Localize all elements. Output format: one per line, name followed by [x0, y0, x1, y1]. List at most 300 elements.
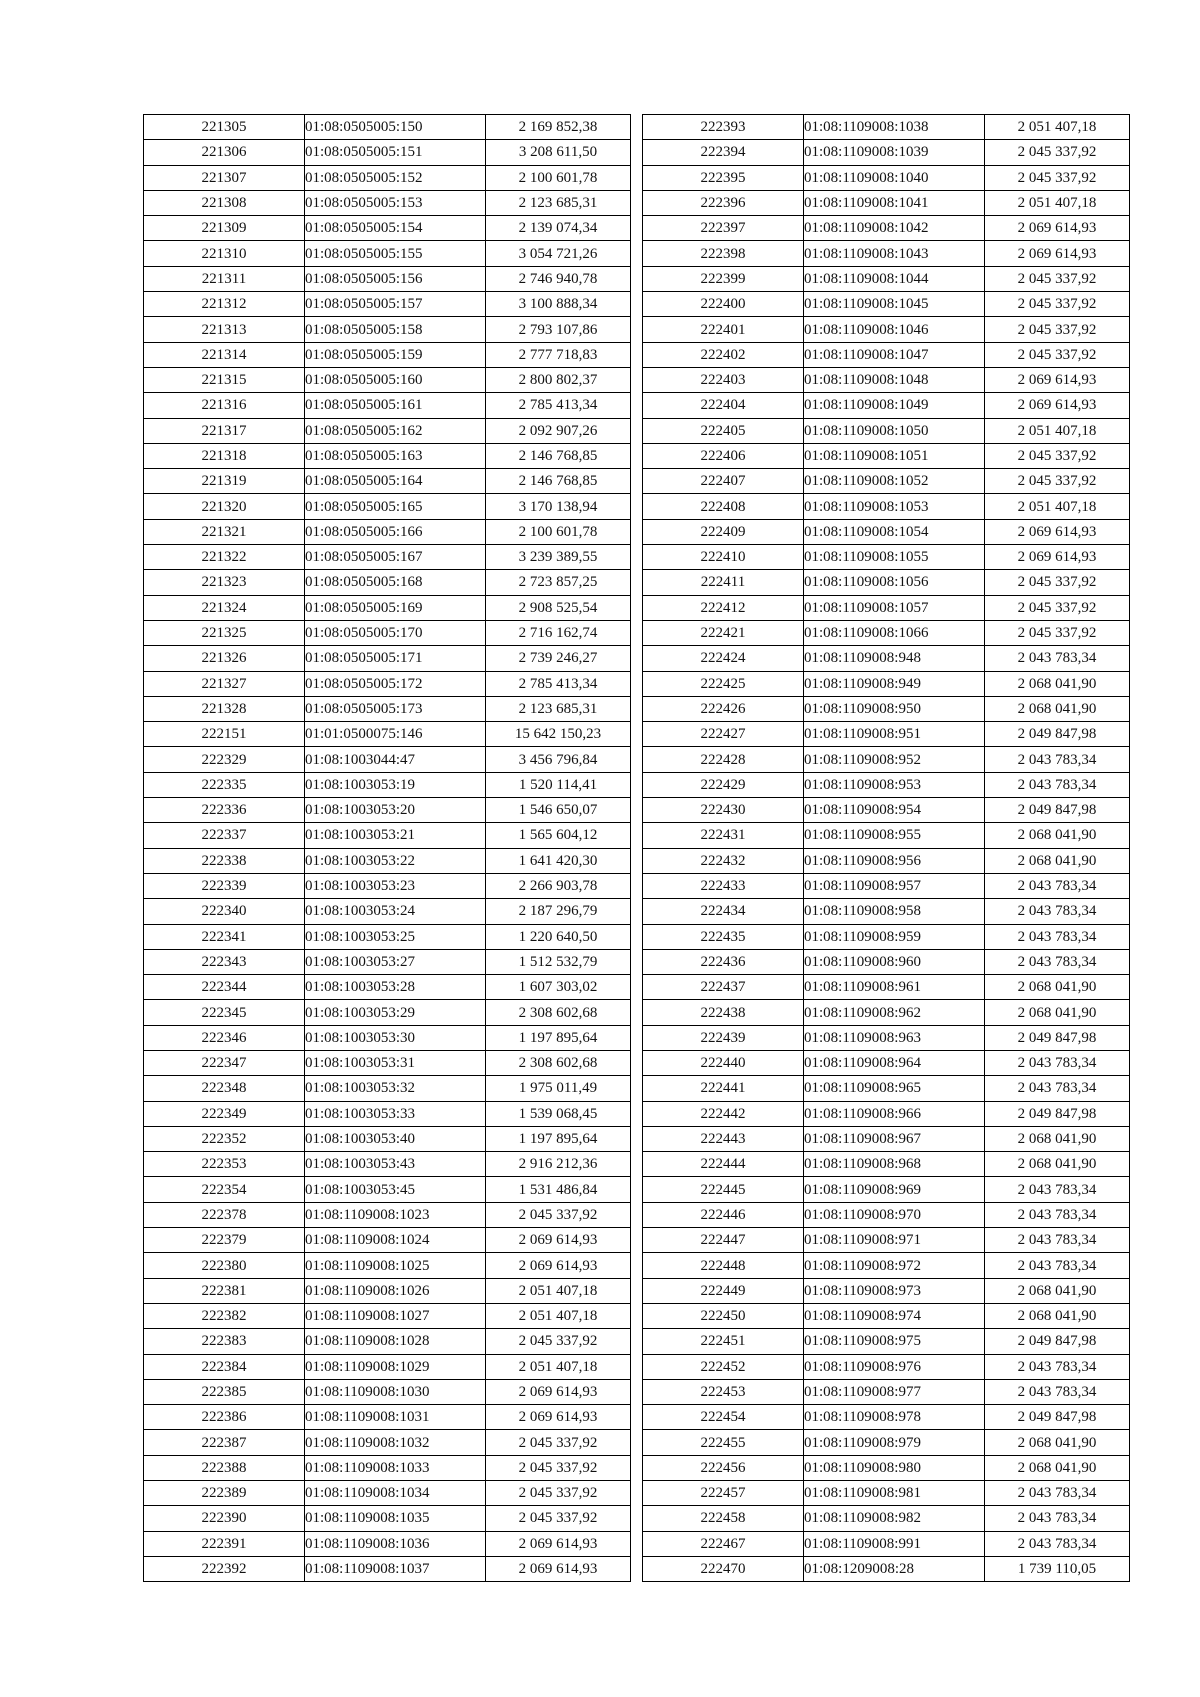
- table-row: [643, 899, 1130, 924]
- cadastral-number-cell: 01:08:1109008:964: [804, 1050, 985, 1075]
- cadastral-number-cell: 01:08:1109008:1054: [804, 519, 985, 544]
- cadastral-number-cell: 01:08:0505005:171: [305, 646, 486, 671]
- cadastral-number-cell: 01:08:1109008:1035: [305, 1506, 486, 1531]
- cadastral-number-cell: 01:08:0505005:155: [305, 241, 486, 266]
- value-cell: 2 800 802,37: [486, 367, 631, 392]
- cadastral-number-cell: 01:08:1109008:1032: [305, 1430, 486, 1455]
- table-row: [643, 393, 1130, 418]
- value-cell: 2 777 718,83: [486, 342, 631, 367]
- value-cell: 2 069 614,93: [985, 393, 1130, 418]
- value-cell: 2 043 783,34: [985, 646, 1130, 671]
- value-cell: 2 308 602,68: [486, 1050, 631, 1075]
- cadastral-number-cell: 01:08:1109008:1044: [804, 266, 985, 291]
- cadastral-number-cell: 01:08:1109008:1053: [804, 494, 985, 519]
- value-cell: 2 043 783,34: [985, 1253, 1130, 1278]
- cadastral-number-cell: 01:08:1109008:966: [804, 1101, 985, 1126]
- cadastral-number-cell: 01:08:1109008:978: [804, 1405, 985, 1430]
- value-cell: 2 043 783,34: [985, 1506, 1130, 1531]
- value-cell: 2 069 614,93: [486, 1531, 631, 1556]
- value-cell: 2 266 903,78: [486, 873, 631, 898]
- cadastral-number-cell: 01:08:0505005:165: [305, 494, 486, 519]
- value-cell: 2 049 847,98: [985, 798, 1130, 823]
- value-cell: 2 068 041,90: [985, 671, 1130, 696]
- cadastral-number-cell: 01:08:1109008:959: [804, 924, 985, 949]
- cadastral-number-cell: 01:08:1003053:24: [305, 899, 486, 924]
- table-row: [144, 1126, 631, 1151]
- value-cell: 2 051 407,18: [486, 1354, 631, 1379]
- value-cell: 2 045 337,92: [985, 292, 1130, 317]
- object-id-cell: 222338: [144, 848, 305, 873]
- table-row: [144, 1152, 631, 1177]
- cadastral-number-cell: 01:08:1109008:951: [804, 722, 985, 747]
- value-cell: 2 043 783,34: [985, 1050, 1130, 1075]
- table-row: [643, 772, 1130, 797]
- value-cell: 2 308 602,68: [486, 1000, 631, 1025]
- value-cell: 1 531 486,84: [486, 1177, 631, 1202]
- object-id-cell: 221308: [144, 190, 305, 215]
- cadastral-number-cell: 01:08:1209008:28: [804, 1556, 985, 1581]
- cadastral-number-cell: 01:08:1109008:1027: [305, 1303, 486, 1328]
- cadastral-number-cell: 01:08:1109008:948: [804, 646, 985, 671]
- value-cell: 2 045 337,92: [985, 140, 1130, 165]
- object-id-cell: 222439: [643, 1025, 804, 1050]
- value-cell: 2 051 407,18: [985, 115, 1130, 140]
- table-row: [643, 1303, 1130, 1328]
- table-row: [144, 1076, 631, 1101]
- cadastral-number-cell: 01:08:1003053:27: [305, 949, 486, 974]
- cadastral-number-cell: 01:08:1109008:954: [804, 798, 985, 823]
- table-row: [643, 1126, 1130, 1151]
- table-row: [643, 1076, 1130, 1101]
- object-id-cell: 222448: [643, 1253, 804, 1278]
- object-id-cell: 222393: [643, 115, 804, 140]
- value-cell: 2 069 614,93: [486, 1253, 631, 1278]
- table-row: [144, 1455, 631, 1480]
- cadastral-number-cell: 01:08:1109008:963: [804, 1025, 985, 1050]
- object-id-cell: 222349: [144, 1101, 305, 1126]
- cadastral-number-cell: 01:08:0505005:154: [305, 216, 486, 241]
- object-id-cell: 221309: [144, 216, 305, 241]
- object-id-cell: 221311: [144, 266, 305, 291]
- object-id-cell: 222344: [144, 975, 305, 1000]
- object-id-cell: 221316: [144, 393, 305, 418]
- cadastral-number-cell: 01:08:1109008:1040: [804, 165, 985, 190]
- cadastral-number-cell: 01:08:1109008:956: [804, 848, 985, 873]
- cadastral-number-cell: 01:08:1109008:1031: [305, 1405, 486, 1430]
- table-row: [643, 115, 1130, 140]
- object-id-cell: 222424: [643, 646, 804, 671]
- table-row: [144, 798, 631, 823]
- object-id-cell: 222402: [643, 342, 804, 367]
- table-row: [643, 747, 1130, 772]
- value-cell: 2 139 074,34: [486, 216, 631, 241]
- value-cell: 2 069 614,93: [486, 1405, 631, 1430]
- cadastral-number-cell: 01:08:1109008:1029: [305, 1354, 486, 1379]
- value-cell: 2 723 857,25: [486, 570, 631, 595]
- object-id-cell: 222450: [643, 1303, 804, 1328]
- object-id-cell: 222386: [144, 1405, 305, 1430]
- object-id-cell: 221313: [144, 317, 305, 342]
- cadastral-number-cell: 01:08:1003053:31: [305, 1050, 486, 1075]
- table-row: [643, 949, 1130, 974]
- object-id-cell: 222425: [643, 671, 804, 696]
- cadastral-number-cell: 01:08:1109008:1048: [804, 367, 985, 392]
- table-row: [643, 595, 1130, 620]
- table-row: [144, 1405, 631, 1430]
- table-row: [144, 140, 631, 165]
- cadastral-table-right: [642, 114, 1130, 1582]
- value-cell: 2 785 413,34: [486, 671, 631, 696]
- cadastral-number-cell: 01:08:1109008:1049: [804, 393, 985, 418]
- table-row: [144, 671, 631, 696]
- table-row: [643, 241, 1130, 266]
- object-id-cell: 222435: [643, 924, 804, 949]
- value-cell: 2 051 407,18: [985, 190, 1130, 215]
- value-cell: 2 043 783,34: [985, 1202, 1130, 1227]
- object-id-cell: 222387: [144, 1430, 305, 1455]
- table-row: [643, 1000, 1130, 1025]
- cadastral-number-cell: 01:08:1003053:19: [305, 772, 486, 797]
- table-body-right: [643, 115, 1130, 1582]
- object-id-cell: 222390: [144, 1506, 305, 1531]
- table-row: [643, 696, 1130, 721]
- object-id-cell: 222433: [643, 873, 804, 898]
- object-id-cell: 222426: [643, 696, 804, 721]
- value-cell: 2 739 246,27: [486, 646, 631, 671]
- object-id-cell: 221324: [144, 595, 305, 620]
- table-row: [144, 443, 631, 468]
- table-row: [643, 1481, 1130, 1506]
- table-row: [643, 975, 1130, 1000]
- table-row: [144, 949, 631, 974]
- value-cell: 2 068 041,90: [985, 1152, 1130, 1177]
- cadastral-number-cell: 01:08:1109008:1037: [305, 1556, 486, 1581]
- table-row: [144, 292, 631, 317]
- object-id-cell: 221318: [144, 443, 305, 468]
- cadastral-number-cell: 01:08:1109008:1050: [804, 418, 985, 443]
- object-id-cell: 221328: [144, 696, 305, 721]
- object-id-cell: 222445: [643, 1177, 804, 1202]
- value-cell: 2 069 614,93: [985, 216, 1130, 241]
- object-id-cell: 222385: [144, 1379, 305, 1404]
- table-row: [643, 519, 1130, 544]
- cadastral-number-cell: 01:08:0505005:158: [305, 317, 486, 342]
- object-id-cell: 222346: [144, 1025, 305, 1050]
- cadastral-number-cell: 01:08:0505005:161: [305, 393, 486, 418]
- object-id-cell: 222388: [144, 1455, 305, 1480]
- object-id-cell: 222352: [144, 1126, 305, 1151]
- object-id-cell: 222412: [643, 595, 804, 620]
- table-row: [643, 1556, 1130, 1581]
- table-row: [643, 924, 1130, 949]
- object-id-cell: 222443: [643, 1126, 804, 1151]
- object-id-cell: 222409: [643, 519, 804, 544]
- table-row: [144, 722, 631, 747]
- object-id-cell: 221322: [144, 545, 305, 570]
- value-cell: 2 045 337,92: [985, 266, 1130, 291]
- object-id-cell: 222411: [643, 570, 804, 595]
- cadastral-number-cell: 01:08:1003053:25: [305, 924, 486, 949]
- table-row: [144, 1228, 631, 1253]
- table-row: [643, 1329, 1130, 1354]
- table-row: [144, 317, 631, 342]
- value-cell: 2 100 601,78: [486, 165, 631, 190]
- object-id-cell: 222335: [144, 772, 305, 797]
- object-id-cell: 222392: [144, 1556, 305, 1581]
- object-id-cell: 222428: [643, 747, 804, 772]
- cadastral-number-cell: 01:08:1109008:1055: [804, 545, 985, 570]
- object-id-cell: 222405: [643, 418, 804, 443]
- cadastral-number-cell: 01:08:1109008:981: [804, 1481, 985, 1506]
- value-cell: 2 100 601,78: [486, 519, 631, 544]
- cadastral-number-cell: 01:08:0505005:166: [305, 519, 486, 544]
- cadastral-number-cell: 01:08:1109008:979: [804, 1430, 985, 1455]
- table-row: [144, 1556, 631, 1581]
- value-cell: 2 049 847,98: [985, 1405, 1130, 1430]
- object-id-cell: 222467: [643, 1531, 804, 1556]
- object-id-cell: 222383: [144, 1329, 305, 1354]
- table-row: [144, 975, 631, 1000]
- value-cell: 2 045 337,92: [985, 443, 1130, 468]
- value-cell: 1 520 114,41: [486, 772, 631, 797]
- table-row: [144, 165, 631, 190]
- cadastral-number-cell: 01:08:0505005:153: [305, 190, 486, 215]
- object-id-cell: 222440: [643, 1050, 804, 1075]
- object-id-cell: 221319: [144, 469, 305, 494]
- object-id-cell: 221314: [144, 342, 305, 367]
- cadastral-number-cell: 01:08:1109008:975: [804, 1329, 985, 1354]
- table-row: [643, 848, 1130, 873]
- value-cell: 2 068 041,90: [985, 1455, 1130, 1480]
- value-cell: 2 051 407,18: [486, 1303, 631, 1328]
- table-row: [144, 519, 631, 544]
- object-id-cell: 222457: [643, 1481, 804, 1506]
- table-row: [144, 367, 631, 392]
- object-id-cell: 222403: [643, 367, 804, 392]
- table-row: [643, 165, 1130, 190]
- cadastral-number-cell: 01:08:1109008:1056: [804, 570, 985, 595]
- table-row: [643, 342, 1130, 367]
- object-id-cell: 222430: [643, 798, 804, 823]
- table-row: [144, 342, 631, 367]
- cadastral-number-cell: 01:08:1109008:950: [804, 696, 985, 721]
- table-row: [144, 1253, 631, 1278]
- table-row: [643, 1253, 1130, 1278]
- table-row: [643, 1379, 1130, 1404]
- object-id-cell: 222354: [144, 1177, 305, 1202]
- cadastral-number-cell: 01:08:1109008:962: [804, 1000, 985, 1025]
- cadastral-number-cell: 01:08:1109008:968: [804, 1152, 985, 1177]
- cadastral-number-cell: 01:08:1003053:23: [305, 873, 486, 898]
- value-cell: 2 746 940,78: [486, 266, 631, 291]
- object-id-cell: 222470: [643, 1556, 804, 1581]
- object-id-cell: 222399: [643, 266, 804, 291]
- cadastral-number-cell: 01:08:1109008:1047: [804, 342, 985, 367]
- value-cell: 2 069 614,93: [486, 1228, 631, 1253]
- value-cell: 2 068 041,90: [985, 848, 1130, 873]
- table-row: [643, 620, 1130, 645]
- object-id-cell: 222381: [144, 1278, 305, 1303]
- cadastral-number-cell: 01:08:1109008:972: [804, 1253, 985, 1278]
- table-row: [144, 620, 631, 645]
- cadastral-number-cell: 01:08:1003053:29: [305, 1000, 486, 1025]
- cadastral-number-cell: 01:08:0505005:157: [305, 292, 486, 317]
- object-id-cell: 222454: [643, 1405, 804, 1430]
- object-id-cell: 222339: [144, 873, 305, 898]
- cadastral-number-cell: 01:08:1109008:949: [804, 671, 985, 696]
- table-row: [144, 1379, 631, 1404]
- table-row: [643, 266, 1130, 291]
- object-id-cell: 222437: [643, 975, 804, 1000]
- cadastral-number-cell: 01:08:1109008:961: [804, 975, 985, 1000]
- cadastral-number-cell: 01:08:0505005:163: [305, 443, 486, 468]
- table-row: [144, 545, 631, 570]
- value-cell: 2 043 783,34: [985, 899, 1130, 924]
- cadastral-number-cell: 01:08:1109008:952: [804, 747, 985, 772]
- cadastral-number-cell: 01:08:1003053:21: [305, 823, 486, 848]
- cadastral-number-cell: 01:08:1003053:43: [305, 1152, 486, 1177]
- value-cell: 3 054 721,26: [486, 241, 631, 266]
- cadastral-number-cell: 01:08:1003053:28: [305, 975, 486, 1000]
- table-row: [144, 1025, 631, 1050]
- object-id-cell: 222444: [643, 1152, 804, 1177]
- table-row: [144, 646, 631, 671]
- table-row: [144, 190, 631, 215]
- cadastral-number-cell: 01:08:0505005:164: [305, 469, 486, 494]
- table-row: [144, 115, 631, 140]
- table-row: [144, 241, 631, 266]
- value-cell: 2 043 783,34: [985, 1531, 1130, 1556]
- value-cell: 3 100 888,34: [486, 292, 631, 317]
- object-id-cell: 222434: [643, 899, 804, 924]
- cadastral-number-cell: 01:08:0505005:170: [305, 620, 486, 645]
- table-row: [144, 216, 631, 241]
- table-row: [144, 747, 631, 772]
- cadastral-number-cell: 01:08:1003053:40: [305, 1126, 486, 1151]
- table-row: [643, 1025, 1130, 1050]
- value-cell: 2 045 337,92: [486, 1430, 631, 1455]
- object-id-cell: 222345: [144, 1000, 305, 1025]
- table-row: [643, 1177, 1130, 1202]
- value-cell: 2 043 783,34: [985, 924, 1130, 949]
- value-cell: 2 068 041,90: [985, 975, 1130, 1000]
- cadastral-number-cell: 01:08:0505005:151: [305, 140, 486, 165]
- cadastral-number-cell: 01:08:1003053:33: [305, 1101, 486, 1126]
- value-cell: 2 043 783,34: [985, 1354, 1130, 1379]
- object-id-cell: 222421: [643, 620, 804, 645]
- value-cell: 2 049 847,98: [985, 1025, 1130, 1050]
- table-row: [144, 873, 631, 898]
- object-id-cell: 222353: [144, 1152, 305, 1177]
- value-cell: 2 045 337,92: [985, 342, 1130, 367]
- object-id-cell: 222456: [643, 1455, 804, 1480]
- value-cell: 2 045 337,92: [985, 620, 1130, 645]
- table-row: [643, 1354, 1130, 1379]
- table-body-left: [144, 115, 631, 1582]
- cadastral-number-cell: 01:08:1109008:957: [804, 873, 985, 898]
- value-cell: 1 975 011,49: [486, 1076, 631, 1101]
- cadastral-number-cell: 01:08:1109008:1026: [305, 1278, 486, 1303]
- value-cell: 2 043 783,34: [985, 1481, 1130, 1506]
- cadastral-number-cell: 01:08:1109008:982: [804, 1506, 985, 1531]
- object-id-cell: 222446: [643, 1202, 804, 1227]
- table-row: [643, 1405, 1130, 1430]
- table-row: [144, 494, 631, 519]
- cadastral-number-cell: 01:08:0505005:156: [305, 266, 486, 291]
- table-row: [643, 140, 1130, 165]
- object-id-cell: 222404: [643, 393, 804, 418]
- value-cell: 1 512 532,79: [486, 949, 631, 974]
- object-id-cell: 222407: [643, 469, 804, 494]
- object-id-cell: 222384: [144, 1354, 305, 1379]
- object-id-cell: 222431: [643, 823, 804, 848]
- value-cell: 2 045 337,92: [985, 595, 1130, 620]
- value-cell: 1 197 895,64: [486, 1025, 631, 1050]
- value-cell: 2 069 614,93: [985, 545, 1130, 570]
- table-row: [144, 1050, 631, 1075]
- object-id-cell: 222398: [643, 241, 804, 266]
- cadastral-number-cell: 01:08:1109008:967: [804, 1126, 985, 1151]
- table-row: [144, 1506, 631, 1531]
- value-cell: 2 146 768,85: [486, 443, 631, 468]
- object-id-cell: 222329: [144, 747, 305, 772]
- value-cell: 2 045 337,92: [486, 1455, 631, 1480]
- cadastral-number-cell: 01:08:0505005:172: [305, 671, 486, 696]
- table-row: [643, 317, 1130, 342]
- cadastral-number-cell: 01:08:1109008:991: [804, 1531, 985, 1556]
- value-cell: 2 068 041,90: [985, 1303, 1130, 1328]
- table-row: [144, 469, 631, 494]
- value-cell: 1 641 420,30: [486, 848, 631, 873]
- table-row: [643, 367, 1130, 392]
- table-row: [144, 1202, 631, 1227]
- object-id-cell: 222347: [144, 1050, 305, 1075]
- cadastral-number-cell: 01:08:1109008:1066: [804, 620, 985, 645]
- cadastral-number-cell: 01:08:1109008:1045: [804, 292, 985, 317]
- value-cell: 2 045 337,92: [486, 1481, 631, 1506]
- table-row: [643, 216, 1130, 241]
- value-cell: 3 208 611,50: [486, 140, 631, 165]
- value-cell: 2 123 685,31: [486, 696, 631, 721]
- table-row: [144, 899, 631, 924]
- table-row: [144, 823, 631, 848]
- object-id-cell: 222389: [144, 1481, 305, 1506]
- object-id-cell: 222396: [643, 190, 804, 215]
- cadastral-number-cell: 01:08:1109008:1034: [305, 1481, 486, 1506]
- object-id-cell: 222395: [643, 165, 804, 190]
- object-id-cell: 221317: [144, 418, 305, 443]
- value-cell: 2 069 614,93: [486, 1556, 631, 1581]
- value-cell: 2 716 162,74: [486, 620, 631, 645]
- cadastral-number-cell: 01:08:1109008:1046: [804, 317, 985, 342]
- value-cell: 2 045 337,92: [985, 165, 1130, 190]
- object-id-cell: 222337: [144, 823, 305, 848]
- cadastral-number-cell: 01:08:1003053:32: [305, 1076, 486, 1101]
- object-id-cell: 222379: [144, 1228, 305, 1253]
- object-id-cell: 222410: [643, 545, 804, 570]
- object-id-cell: 222447: [643, 1228, 804, 1253]
- table-row: [144, 696, 631, 721]
- value-cell: 2 049 847,98: [985, 1101, 1130, 1126]
- value-cell: 2 045 337,92: [985, 469, 1130, 494]
- value-cell: 2 043 783,34: [985, 1177, 1130, 1202]
- object-id-cell: 221325: [144, 620, 305, 645]
- value-cell: 1 546 650,07: [486, 798, 631, 823]
- value-cell: 2 068 041,90: [985, 1430, 1130, 1455]
- table-row: [643, 418, 1130, 443]
- table-row: [144, 1303, 631, 1328]
- object-id-cell: 221315: [144, 367, 305, 392]
